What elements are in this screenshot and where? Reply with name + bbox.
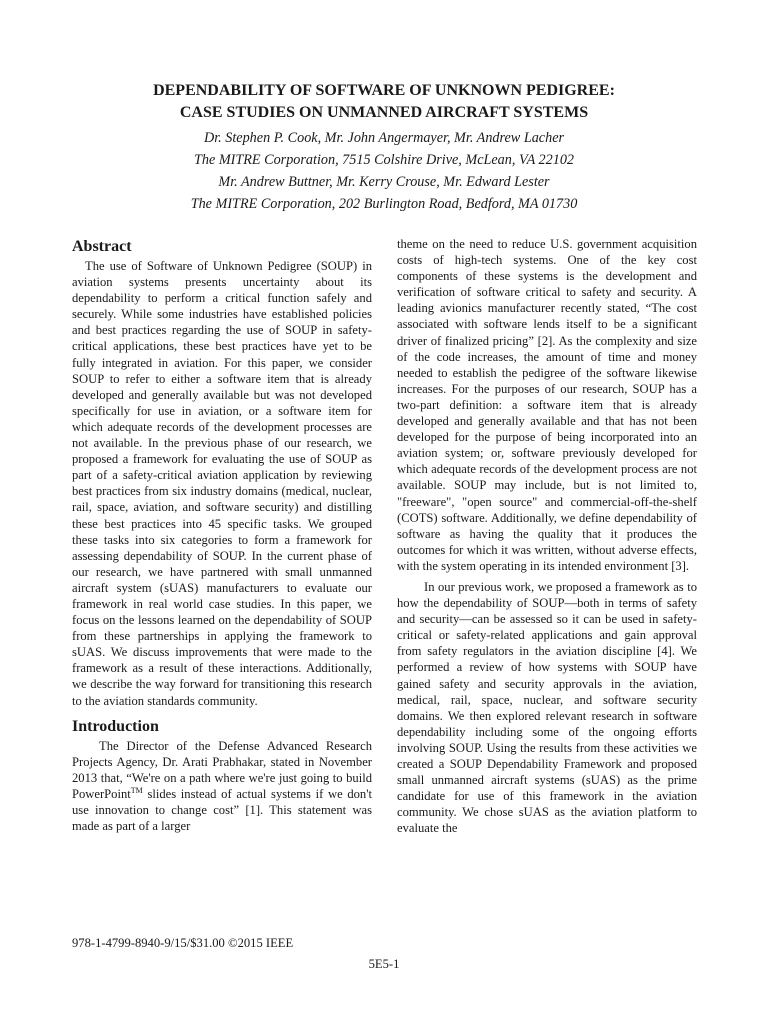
right-column — [397, 236, 697, 836]
title-line-1: DEPENDABILITY OF SOFTWARE OF UNKNOWN PEDIGREE: — [153, 82, 615, 99]
intro-paragraph-1 — [72, 738, 372, 835]
intro-paragraph-1-continued: theme on the need to reduce U.S. government acquisition costs of high-tech systems. One of the key cost components of these systems is the development and verification of software critical to safety and security. A leading avionics manufacturer recently stated, “The cost associated with software lends itself to be a significant driver of finalized pricing” [2]. As the complexity and size of the code increases, the amount of time and money needed to establish the pedigree of the software likewise increases. For the purposes of our research, SOUP has a two-part definition: a software item that is already developed and generally available and that has not been developed for the purpose of being incorporated into an aviation system; or, software previously developed for which adequate records of the development process are not available. SOUP may include, but is not limited to, "freeware", "open source" and commercial-off-the-shelf (COTS) software. Additionally, we define dependability of software as having the quality that it produces the outcomes for which it was written, without adverse effects, with the system operating in its intended environment [3]. — [397, 237, 697, 573]
authors-line-2: Mr. Andrew Buttner, Mr. Kerry Crouse, Mr. Edward Lester — [218, 174, 550, 190]
intro-p1-part2: slides instead of actual systems if we don't use innovation to change cost” [1]. This statement was made as part of a larger — [72, 786, 372, 834]
author-block — [0, 127, 768, 215]
authors-line-1: Dr. Stephen P. Cook, Mr. John Angermayer, Mr. Andrew Lacher — [203, 130, 565, 146]
intro-p1-part1: The Director of the Defense Advanced Research Projects Agency, Dr. Arati Prabhakar, stated in November 2013 that, “We're on a path where we're just going to build PowerPoint — [72, 738, 372, 801]
paper-title — [0, 80, 768, 124]
page-number: 5E5-1 — [368, 957, 400, 971]
trademark-superscript: TM — [130, 785, 143, 795]
intro-paragraph-2: In our previous work, we proposed a framework as to how the dependability of SOUP—both in terms of safety and security—can be assessed so it can be used in safety-critical or safety-related applications and gain approval from safety regulators in the aviation discipline [4]. We performed a review of how systems with SOUP have gained safety and security approvals in the aviation, medical, rail, space, nuclear, and software security domains. We then explored relevant research in software dependability including some of the ongoing efforts involving SOUP. Using the results from these activities we created a SOUP Dependability Framework and proposed small unmanned aircraft systems (sUAS) as the prime candidate for use of this framework in the aviation community. We chose sUAS as the aviation platform to evaluate the — [397, 579, 697, 836]
left-column — [72, 236, 372, 834]
abstract-text: The use of Software of Unknown Pedigree (SOUP) in aviation systems presents uncertainty about its dependability to perform a critical function safely and securely. While some industries have established policies and best practices regarding the use of SOUP in safety-critical applications, these best practices have yet to be fully integrated in aviation. For this paper, we consider SOUP to refer to either a software item that is already developed and generally available but was not developed specifically for use in aviation, or a software item for which adequate records of the development processes are not available. In the previous phase of our research, we proposed a framework for evaluating the use of SOUP as part of a safety-critical aviation application by reviewing best practices from six industry domains (medical, nuclear, rail, space, aviation, and software security) and distilling these best practices into 45 specific tasks. We grouped these tasks into six categories to form a framework for assessing dependability of SOUP. In the current phase of our research, we have partnered with small unmanned aircraft system (sUAS) manufacturers to evaluate our framework in real world case studies. In this paper, we focus on the lessons learned on the dependability of SOUP from these partnerships in applying the framework to sUAS. We discuss improvements that were made to the framework as a result of these interactions. Additionally, we describe the way forward for transitioning this research to the aviation standards community. — [72, 259, 372, 708]
title-line-2: CASE STUDIES ON UNMANNED AIRCRAFT SYSTEMS — [179, 104, 589, 121]
abstract-heading: Abstract — [72, 238, 132, 255]
copyright-notice: 978-1-4799-8940-9/15/$31.00 ©2015 IEEE — [72, 936, 294, 950]
affiliation-1: The MITRE Corporation, 7515 Colshire Drive, McLean, VA 22102 — [193, 152, 575, 168]
affiliation-2: The MITRE Corporation, 202 Burlington Road, Bedford, MA 01730 — [190, 196, 578, 212]
introduction-heading: Introduction — [72, 717, 159, 735]
